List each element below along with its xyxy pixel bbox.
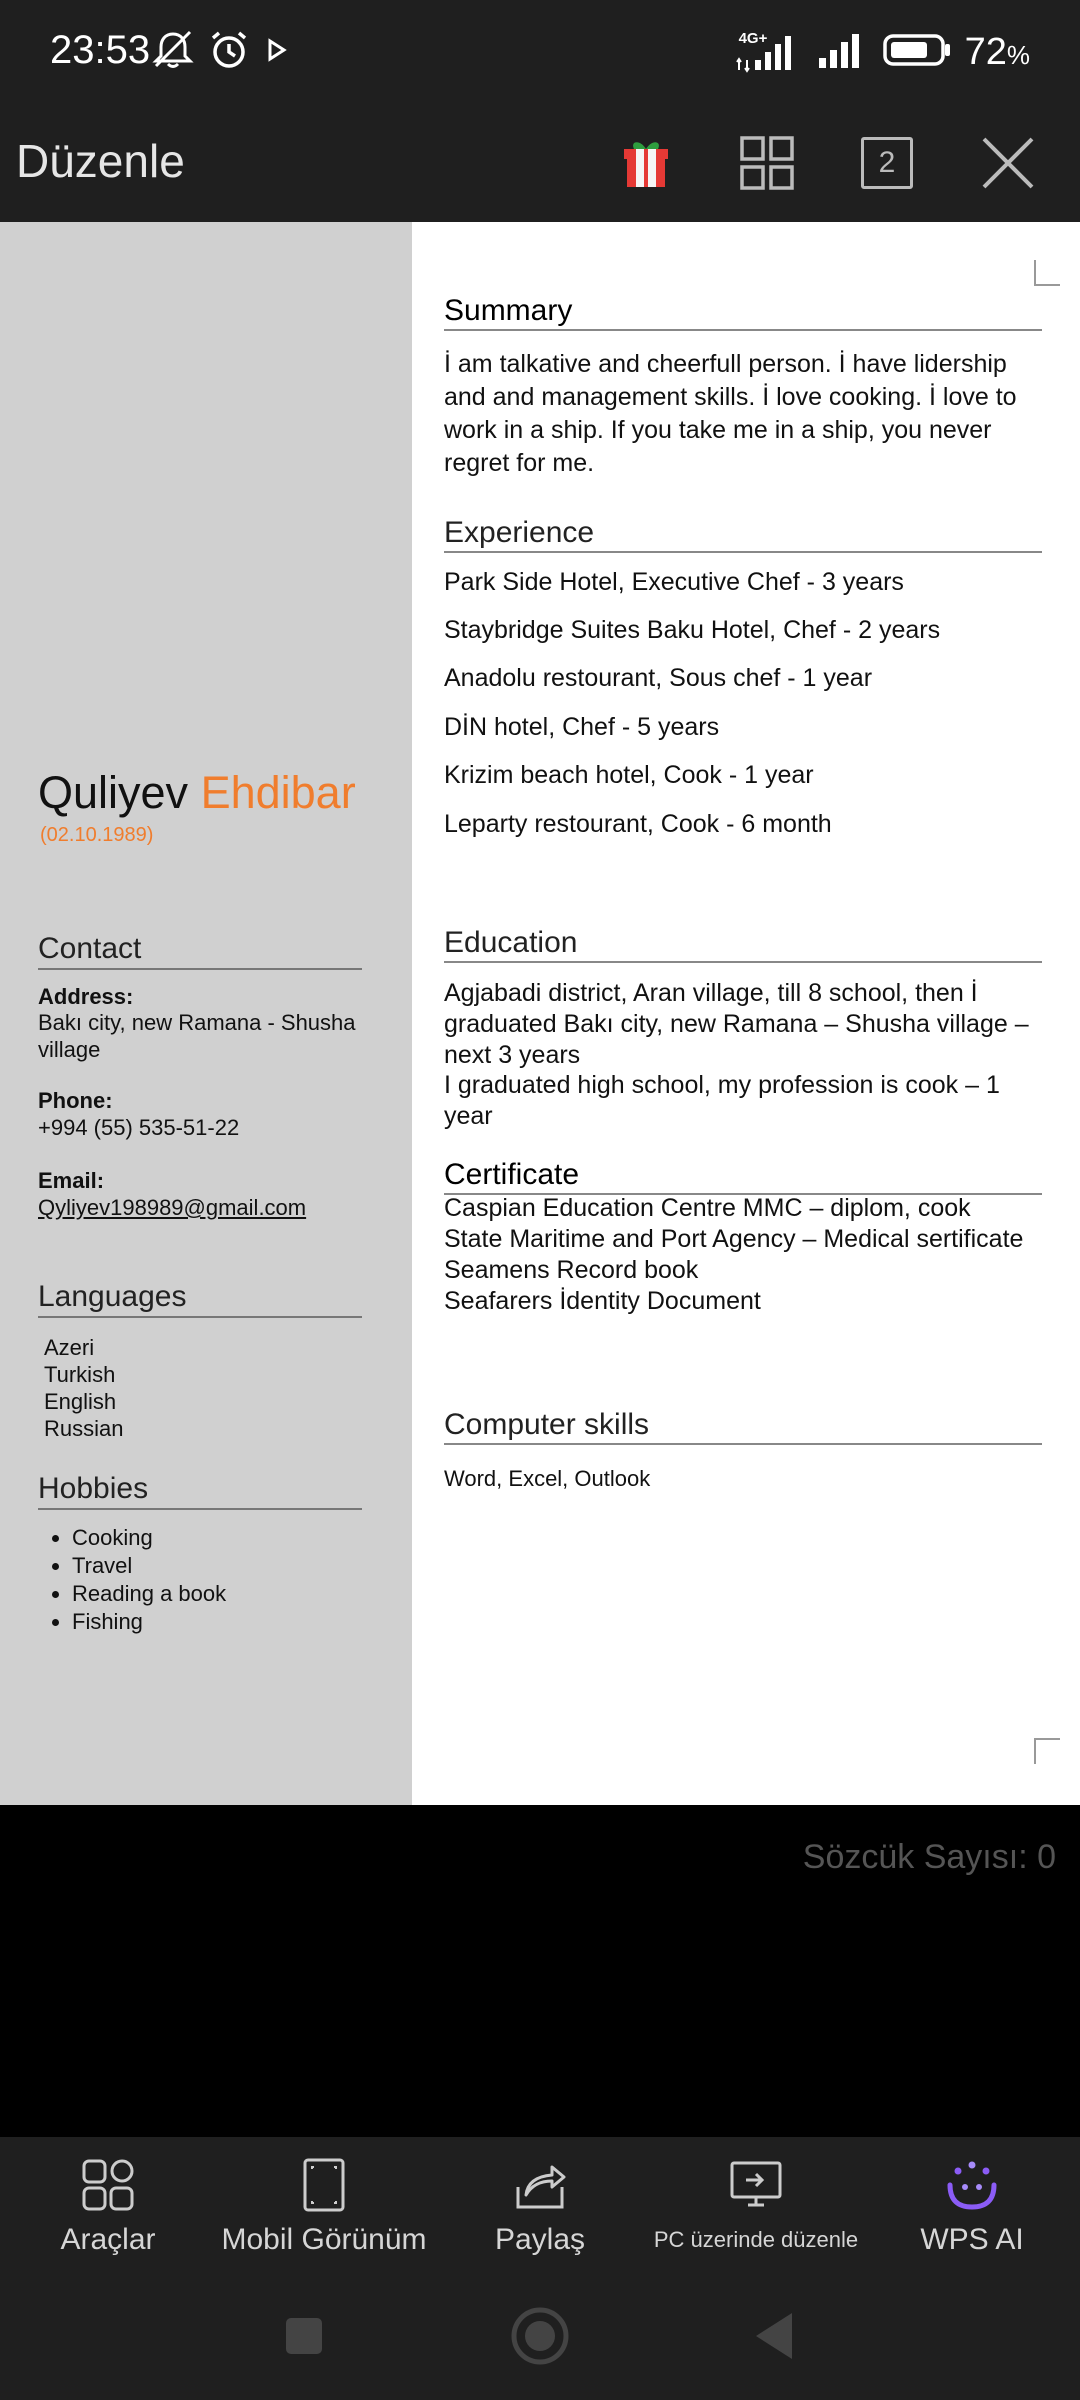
share-button[interactable] (432, 2137, 648, 2270)
summary-heading: Summary (444, 294, 1042, 331)
certificate-item: Caspian Education Centre MMC – diplom, cook (444, 1194, 971, 1222)
home-button[interactable] (508, 2304, 572, 2368)
mute-icon (150, 30, 196, 75)
status-bar (0, 0, 1080, 104)
hobbies-heading: Hobbies (38, 1472, 362, 1510)
document-page[interactable] (0, 222, 1080, 1805)
phone-value: +994 (55) 535-51-22 (38, 1115, 240, 1140)
date-of-birth: (02.10.1989) (40, 824, 154, 846)
status-time: 23:53 (50, 28, 151, 72)
gift-icon[interactable] (611, 128, 681, 198)
share-icon (510, 2155, 570, 2215)
resume-sidebar (0, 222, 412, 1805)
language-item: English (44, 1389, 117, 1414)
experience-item: Leparty restourant, Cook - 6 month (444, 810, 832, 838)
education-text-1: Agjabadi district, Aran village, till 8 school, then İ graduated Bakı city, new Ramana – Shusha village – next 3 years (444, 979, 1029, 1069)
battery-level: 72 (964, 30, 1007, 73)
hobby-item: • Reading a book (72, 1580, 226, 1608)
certificate-item: Seafarers İdentity Document (444, 1287, 761, 1315)
education-heading: Education (444, 926, 1042, 963)
page-corner-mark (1034, 1738, 1060, 1764)
certificate-heading: Certificate (444, 1158, 1042, 1195)
bottom-toolbar (0, 2137, 1080, 2270)
edit-on-pc-label: PC üzerinde düzenle (653, 2227, 859, 2252)
education-text-2: I graduated high school, my profession is cook – 1 year (444, 1071, 1000, 1130)
back-button[interactable] (742, 2304, 806, 2368)
email-label: Email: (38, 1168, 105, 1193)
word-count: Sözcük Sayısı: 0 (802, 1838, 1056, 1876)
certificate-item: State Maritime and Port Agency – Medical sertificate (444, 1225, 1024, 1253)
battery-icon (883, 32, 951, 73)
hobby-item: • Cooking (72, 1524, 226, 1552)
email-link[interactable]: Qyliyev198989@gmail.com (38, 1195, 307, 1220)
languages-list (44, 1334, 123, 1442)
resume-main (412, 222, 1080, 1805)
resume-name (38, 767, 356, 819)
experience-item: DİN hotel, Chef - 5 years (444, 713, 720, 741)
network-4g-icon: 4G+ (735, 30, 803, 74)
language-item: Russian (44, 1416, 124, 1441)
edit-on-pc-button[interactable] (648, 2137, 864, 2270)
hobby-item: • Fishing (72, 1608, 226, 1636)
system-nav-bar (0, 2270, 1080, 2400)
recents-button[interactable] (272, 2304, 336, 2368)
wps-ai-button[interactable] (864, 2137, 1080, 2270)
experience-item: Anadolu restourant, Sous chef - 1 year (444, 664, 873, 692)
tools-label: Araçlar (60, 2223, 156, 2256)
tools-icon (78, 2155, 138, 2215)
phone-label: Phone: (38, 1088, 113, 1113)
wps-ai-label: WPS AI (920, 2223, 1024, 2256)
languages-heading: Languages (38, 1280, 362, 1318)
tools-button[interactable] (0, 2137, 216, 2270)
address-value: Bakı city, new Ramana - Shusha village (38, 1010, 356, 1062)
experience-item: Krizim beach hotel, Cook - 1 year (444, 761, 814, 789)
experience-item: Staybridge Suites Baku Hotel, Chef - 2 years (444, 616, 941, 644)
signal-icon (817, 30, 869, 75)
app-toolbar (0, 104, 1080, 222)
close-icon[interactable] (973, 128, 1043, 198)
experience-heading: Experience (444, 516, 1042, 553)
play-store-icon (262, 36, 290, 69)
hobbies-list (72, 1524, 226, 1636)
computer-skills-heading: Computer skills (444, 1408, 1042, 1445)
address-label: Address: (38, 984, 134, 1009)
language-item: Azeri (44, 1335, 95, 1360)
contact-heading: Contact (38, 932, 362, 970)
certificate-item: Seamens Record book (444, 1256, 699, 1284)
page-corner-mark (1034, 260, 1060, 286)
language-item: Turkish (44, 1362, 116, 1387)
tabs-count-icon[interactable] (852, 128, 922, 198)
share-label: Paylaş (494, 2223, 586, 2256)
mobile-view-button[interactable] (216, 2137, 432, 2270)
mobile-view-icon (294, 2155, 354, 2215)
mobile-view-label: Mobil Görünüm (221, 2223, 427, 2256)
battery-unit: % (1006, 39, 1030, 70)
alarm-icon (208, 29, 250, 76)
certificate-list (444, 1193, 1042, 1317)
tab-count: 2 (878, 146, 896, 179)
edit-title[interactable]: Düzenle (16, 135, 185, 187)
resume-last-name: Quliyev (38, 767, 189, 818)
experience-item: Park Side Hotel, Executive Chef - 3 years (444, 568, 904, 596)
resume-first-name: Ehdibar (200, 767, 356, 818)
computer-skills-text: Word, Excel, Outlook (444, 1466, 651, 1491)
summary-text: İ am talkative and cheerfull person. İ have lidership and and management skills. İ love cooking. İ love to work in a ship. If you take me in a ship, you never regret for me. (444, 350, 1017, 477)
grid-apps-icon[interactable] (732, 128, 802, 198)
hobby-item: • Travel (72, 1552, 226, 1580)
desktop-icon (726, 2155, 786, 2215)
wps-ai-icon (942, 2155, 1002, 2215)
